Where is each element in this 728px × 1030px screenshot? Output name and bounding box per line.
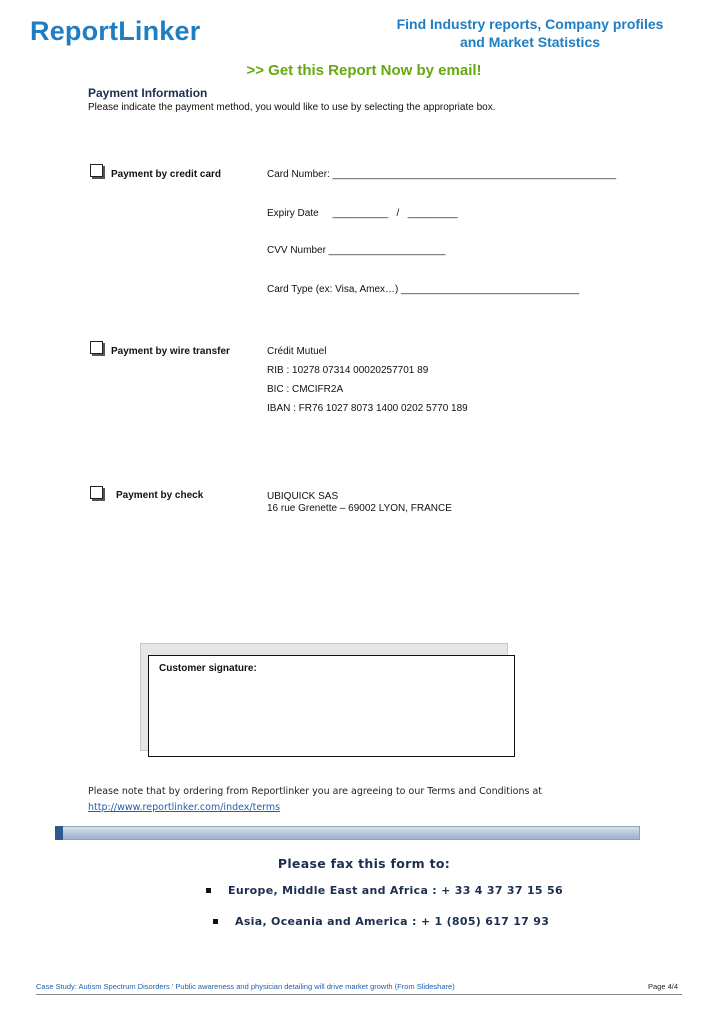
check-payment-checkbox[interactable] bbox=[90, 486, 103, 499]
credit-card-checkbox[interactable] bbox=[90, 164, 103, 177]
footer-page-number: Page 4/4 bbox=[648, 982, 679, 991]
get-report-link[interactable]: >> Get this Report Now by email! bbox=[246, 62, 482, 79]
rib-number: RIB : 10278 07314 00020257701 89 bbox=[267, 365, 429, 376]
terms-notice: Please note that by ordering from Reportlinker you are agreeing to our Terms and Conditions at bbox=[88, 786, 543, 797]
footer-rule bbox=[36, 994, 682, 995]
payment-info-description: Please indicate the payment method, you would like to use by selecting the appropriate box. bbox=[88, 102, 496, 113]
card-type-field[interactable]: Card Type (ex: Visa, Amex…) ________________________________ bbox=[267, 284, 580, 295]
wire-transfer-checkbox[interactable] bbox=[90, 341, 103, 354]
terms-link[interactable]: http://www.reportlinker.com/index/terms bbox=[88, 802, 281, 813]
signature-label: Customer signature: bbox=[159, 663, 257, 674]
signature-box[interactable] bbox=[148, 655, 515, 757]
fax-europe: Europe, Middle East and Africa : + 33 4 37 37 15 56 bbox=[228, 884, 563, 897]
divider-bar bbox=[55, 826, 640, 840]
bank-name: Crédit Mutuel bbox=[267, 346, 327, 357]
header-tagline bbox=[380, 15, 680, 51]
cvv-field[interactable]: CVV Number _____________________ bbox=[267, 245, 446, 256]
payment-info-title: Payment Information bbox=[88, 86, 208, 100]
tagline-line-2: and Market Statistics bbox=[459, 34, 601, 50]
check-company-name: UBIQUICK SAS bbox=[267, 491, 339, 502]
credit-card-label: Payment by credit card bbox=[111, 169, 222, 180]
iban-number: IBAN : FR76 1027 8073 1400 0202 5770 189 bbox=[267, 403, 468, 414]
bic-code: BIC : CMCIFR2A bbox=[267, 384, 344, 395]
expiry-date-field[interactable]: Expiry Date __________ / _________ bbox=[267, 208, 458, 219]
card-number-field[interactable]: Card Number: ___________________________________________________ bbox=[267, 169, 617, 180]
reportlinker-logo[interactable]: ReportLinker bbox=[30, 16, 201, 46]
bullet-icon bbox=[213, 919, 218, 924]
tagline-line-1: Find Industry reports, Company profiles bbox=[396, 16, 664, 32]
footer-case-study-link[interactable]: Case Study: Autism Spectrum Disorders ' Public awareness and physician detailing will drive market growth (From Slideshare) bbox=[36, 982, 455, 991]
bullet-icon bbox=[206, 888, 211, 893]
check-payment-label: Payment by check bbox=[116, 490, 204, 501]
check-company-address: 16 rue Grenette – 69002 LYON, FRANCE bbox=[267, 503, 452, 514]
divider-bar-edge bbox=[55, 826, 63, 840]
fax-asia: Asia, Oceania and America : + 1 (805) 617 17 93 bbox=[235, 915, 550, 928]
fax-title: Please fax this form to: bbox=[277, 856, 451, 871]
wire-transfer-label: Payment by wire transfer bbox=[111, 346, 230, 357]
